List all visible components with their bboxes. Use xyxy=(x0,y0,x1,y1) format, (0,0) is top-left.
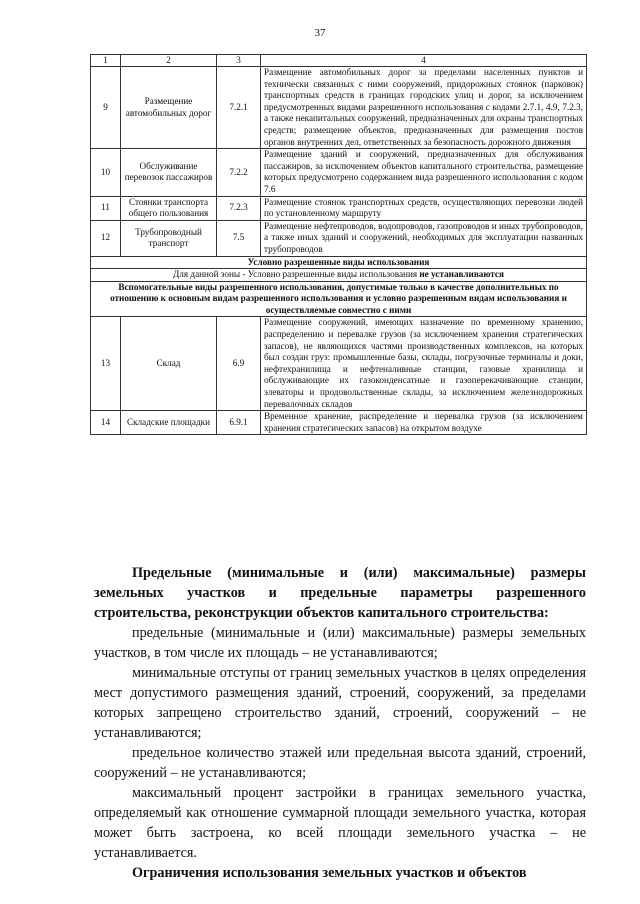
column-header: 3 xyxy=(217,55,261,67)
section-heading: Предельные (минимальные и (или) максимальные) размеры земельных участков и предельные параметры разрешенного строительства, реконструкции объектов капитального строительства: xyxy=(94,565,586,621)
paragraph: предельные (минимальные и (или) максимальные) размеры земельных участков, в том числе их площадь – не устанавливаются; xyxy=(94,625,586,661)
use-description: Размещение зданий и сооружений, предназначенных для обслуживания пассажиров, за исключением объектов капитального строительства, размещение которых предусмотрено содержанием вида разрешенного использования с кодом 7.6 xyxy=(261,149,587,196)
conditional-uses-note xyxy=(91,269,587,282)
conditional-uses-header: Условно разрешенные виды использования xyxy=(91,256,587,269)
conditional-uses-note-row xyxy=(91,269,587,282)
trailing-heading: Ограничения использования земельных участков и объектов xyxy=(132,865,527,881)
column-header: 4 xyxy=(261,55,587,67)
use-code: 7.2.1 xyxy=(217,67,261,149)
table-header-row xyxy=(91,55,587,67)
row-number: 11 xyxy=(91,196,121,220)
land-use-table xyxy=(90,54,587,435)
conditional-note-emphasis: не устанавливаются xyxy=(419,269,504,280)
column-header: 1 xyxy=(91,55,121,67)
table-row xyxy=(91,196,587,220)
table-row xyxy=(91,220,587,256)
table-row xyxy=(91,411,587,435)
page-number: 37 xyxy=(314,27,326,39)
use-description: Размещение стоянок транспортных средств, осуществляющих перевозки людей по установленному маршруту xyxy=(261,196,587,220)
use-name: Размещение автомобильных дорог xyxy=(121,67,217,149)
use-description: Временное хранение, распределение и перевалка грузов (за исключением хранения стратегических запасов) на открытом воздухе xyxy=(261,411,587,435)
use-code: 7.2.3 xyxy=(217,196,261,220)
table-row xyxy=(91,317,587,411)
row-number: 13 xyxy=(91,317,121,411)
conditional-uses-header-row xyxy=(91,256,587,269)
paragraph: минимальные отступы от границ земельных участков в целях определения мест допустимого размещения зданий, строений, сооружений, за пределами которых запрещено строительство зданий, строений, сооружений – не устанавливаются; xyxy=(94,665,586,741)
row-number: 14 xyxy=(91,411,121,435)
use-name: Склад xyxy=(121,317,217,411)
use-code: 7.5 xyxy=(217,220,261,256)
use-name: Складские площадки xyxy=(121,411,217,435)
auxiliary-uses-header: Вспомогательные виды разрешенного использования, допустимые только в качестве дополнительных по отношению к основным видам разрешенного использования и условно разрешенным видам использования и осуществляемые совместно с ними xyxy=(91,281,587,317)
column-header: 2 xyxy=(121,55,217,67)
use-name: Трубопроводный транспорт xyxy=(121,220,217,256)
row-number: 12 xyxy=(91,220,121,256)
use-description: Размещение автомобильных дорог за пределами населенных пунктов и технически связанных с ними сооружений, придорожных стоянок (парковок) транспортных средств в границах городских улиц и дорог, за исключением предусмотренных видами разрешенного использования с кодами 2.7.1, 4.9, 7.2.3, а также некапитальных сооружений, предназначенных для охраны транспортных средств; размещение объектов, предназначенных для размещения постов органов внутренних дел, ответственных за безопасность дорожного движения xyxy=(261,67,587,149)
table-row xyxy=(91,149,587,196)
use-code: 7.2.2 xyxy=(217,149,261,196)
use-description: Размещение сооружений, имеющих назначение по временному хранению, распределению и перевалке грузов (за исключением хранения стратегических запасов), не являющихся частями производственных комплексов, на которых был создан груз: промышленные базы, склады, погрузочные терминалы и доки, нефтехранилища и нефтеналивные станции, газовые хранилища и обслуживающие их газоконденсатные и газоперекачивающие станции, элеваторы и продовольственные склады, за исключением железнодорожных перевалочных складов xyxy=(261,317,587,411)
use-name: Обслуживание перевозок пассажиров xyxy=(121,149,217,196)
conditional-note-text: Для данной зоны - Условно разрешенные виды использования xyxy=(173,269,420,280)
row-number: 10 xyxy=(91,149,121,196)
document-body xyxy=(94,563,586,883)
paragraph: максимальный процент застройки в границах земельного участка, определяемый как отношение суммарной площади земельного участка, которая может быть застроена, ко всей площади земельного участка – не устанавливается. xyxy=(94,785,586,861)
table-row xyxy=(91,67,587,149)
row-number: 9 xyxy=(91,67,121,149)
use-code: 6.9 xyxy=(217,317,261,411)
auxiliary-uses-header-row xyxy=(91,281,587,317)
paragraph: предельное количество этажей или предельная высота зданий, строений, сооружений – не устанавливаются; xyxy=(94,745,586,781)
use-description: Размещение нефтепроводов, водопроводов, газопроводов и иных трубопроводов, а также иных зданий и сооружений, необходимых для эксплуатации названных трубопроводов xyxy=(261,220,587,256)
use-name: Стоянки транспорта общего пользования xyxy=(121,196,217,220)
use-code: 6.9.1 xyxy=(217,411,261,435)
